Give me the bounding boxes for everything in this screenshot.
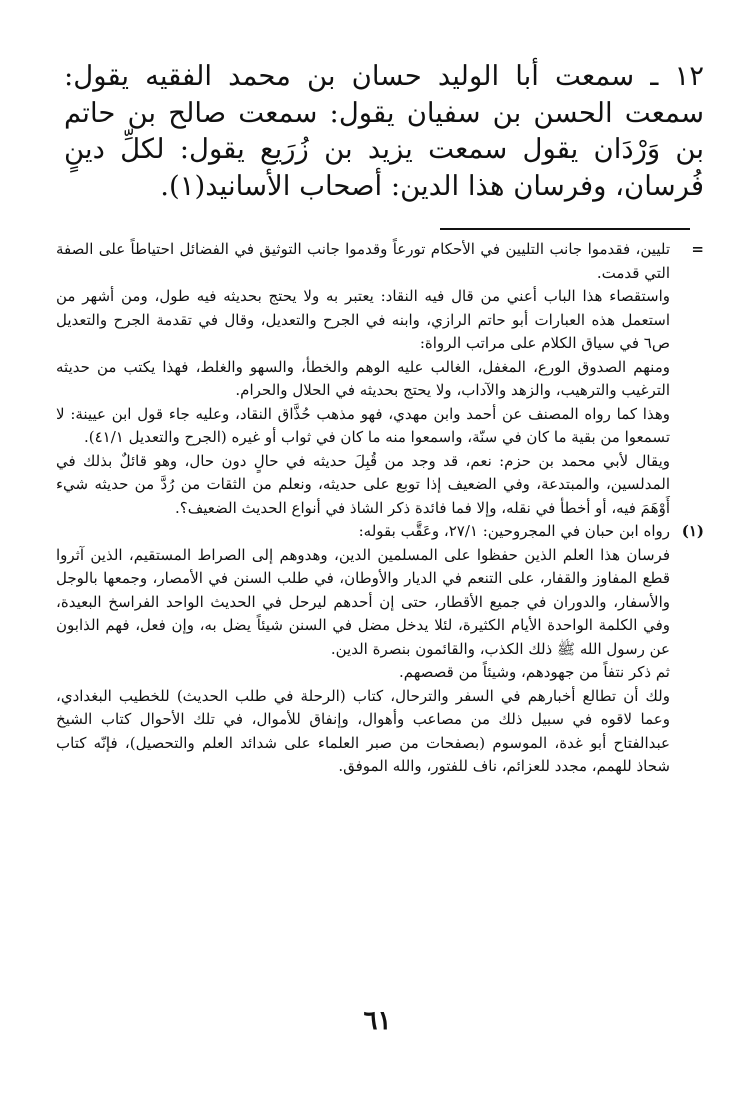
footnote-paragraph: واستقصاء هذا الباب أعني من قال فيه النقاد: يعتبر به ولا يحتج بحديثه فيه طول، ومن أشهر من استعمل هذه العبارات أبو حاتم الرازي، وابنه في الجرح والتعديل، وقال في تقدمة الجرح والتعديل ص٦ في سياق الكلام على مراتب الرواة: — [56, 287, 670, 352]
footnote-paragraph: وهذا كما رواه المصنف عن أحمد وابن مهدي، فهو مذهب حُذَّاق النقاد، وعليه جاء قول ابن عيينة: لا تسمعوا من بقية ما كان في سنّة، واسمعوا منه ما كان في ثواب أو غيره (الجرح والتعديل ٤١/١). — [56, 404, 670, 446]
footnote-paragraph: ثم ذكر نتفاً من جهودهم، وشيئاً من قصصهم. — [398, 663, 670, 681]
footnote-paragraph: رواه ابن حبان في المجروحين: ٢٧/١، وعَقَّب بقوله: — [358, 522, 670, 540]
footnote-1 — [56, 520, 704, 544]
footnote-paragraph: فرسان هذا العلم الذين حفظوا على المسلمين الدين، وهدوهم إلى الصراط المستقيم، الذين آثروا قطع المفاوز والقفار، على التنعم في الديار والأوطان، في طلب السنن في الأمصار، وجمعها بالوجل والأسفار، والدوران في جميع الأقطار، حتى إن أحدهم ليرحل في الحديث الواحد الفراسخ البعيدة، وفي الكلمة الواحدة الأيام الكثيرة، لئلا يدخل مضل في السنن شيئاً يضل به، وإن فعل، فهم الذابون عن رسول الله ﷺ ذلك الكذب، والقائمون بنصرة الدين. — [56, 545, 670, 658]
footnote-separator — [440, 228, 690, 230]
footnote-paragraph: ومنهم الصدوق الورع، المغفل، الغالب عليه الوهم والخطأ، والسهو والغلط، فهذا يكتب من حديثه الترغيب والترهيب، والزهد والآداب، ولا يحتج بحديثه في الحلال والحرام. — [56, 357, 670, 399]
footnote-paragraph: تليين، فقدموا جانب التليين في الأحكام تورعاً وقدموا جانب التوثيق في الفضائل احتياطاً على الصفة التي قدمت. — [56, 240, 670, 282]
footnote-paragraph: ويقال لأبي محمد بن حزم: نعم، قد وجد من قُبِلَ حديثه في حالٍ دون حال، وهو قائلٌ بذلك في المدلسين، والمبتدعة، وفي الضعيف إذا توبع على حديثه، ونعلم من الثقات من رُدَّ من حديثه شيء أَوْهَمَ فيه، أو أخطأ في نقله، وإلا فما فائدة ذكر الشاذ في أنواع الحديث الضعيف؟. — [56, 451, 670, 517]
main-text-block — [64, 58, 704, 204]
footnote-paragraph: ولك أن تطالع أخبارهم في السفر والترحال، كتاب (الرحلة في طلب الحديث) للخطيب البغدادي، وعما لاقوه في سبيل ذلك من مصاعب وأهوال، وإنفاق للأموال، في تلك الأحوال كتاب الشيخ عبدالفتاح أبو غدة، الموسوم (بصفحات من صبر العلماء على شدائد العلم والتحصيل)، فإنّه كتاب شحاذ للهمم، مجدد للعزائم، ناف للفتور، والله الموفق. — [56, 686, 670, 775]
continuation-mark: = — [691, 240, 704, 258]
footnotes — [56, 238, 704, 779]
footnote-continuation — [56, 238, 704, 285]
hadith-paragraph: ١٢ ـ سمعت أبا الوليد حسان بن محمد الفقيه يقول: سمعت الحسن بن سفيان يقول: سمعت صالح بن حاتم بن وَرْدَان يقول سمعت يزيد بن زُرَيع يقول: لكلِّ دينٍ فُرسان، وفرسان هذا الدين: أصحاب الأسانيد(١). — [64, 60, 704, 202]
footnote-1-mark: (١) — [681, 522, 704, 540]
page-number: ٦١ — [363, 1006, 392, 1036]
